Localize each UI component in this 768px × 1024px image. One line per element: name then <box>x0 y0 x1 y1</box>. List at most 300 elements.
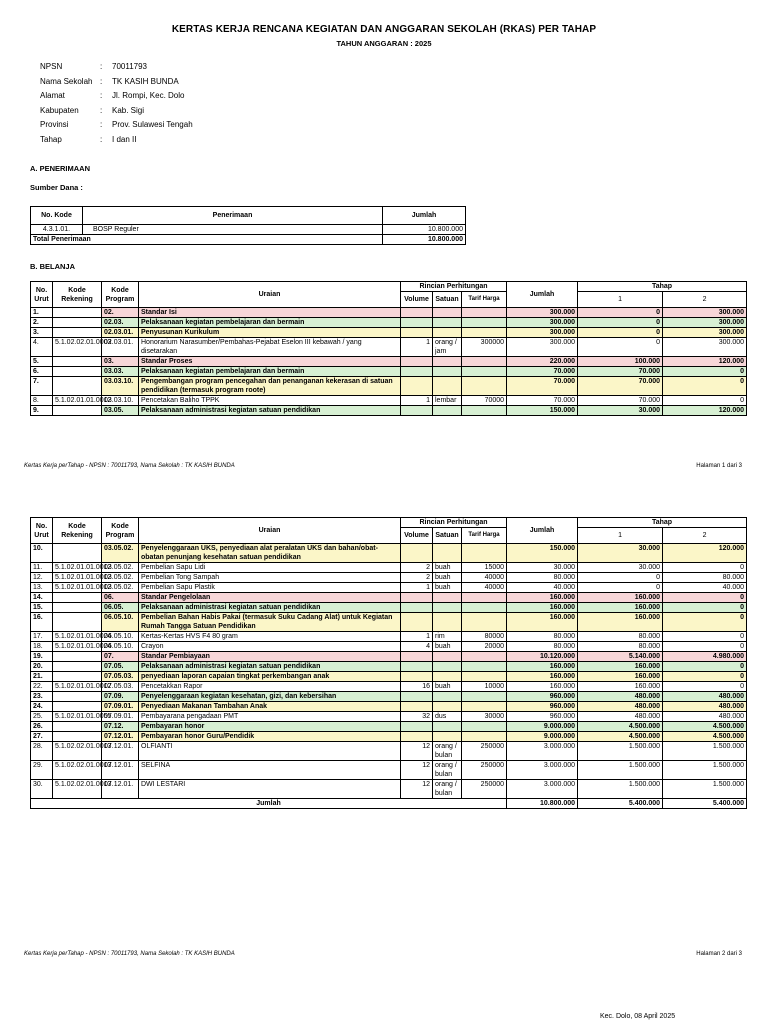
cell-no: 6. <box>31 367 53 377</box>
cell-kode-program: 06.05.10. <box>102 613 139 632</box>
cell-uraian: Crayon <box>139 642 401 652</box>
info-row <box>40 62 193 77</box>
table-row <box>31 642 747 652</box>
cell-kode-program: 06.05.10. <box>102 642 139 652</box>
cell-uraian: Pembayaran honor Guru/Pendidik <box>139 732 401 742</box>
info-separator: : <box>100 91 103 100</box>
cell-kode-rekening <box>53 406 102 416</box>
table-row <box>31 377 747 396</box>
table-row <box>31 544 747 563</box>
cell-kode-program: 02.03.01. <box>102 338 139 357</box>
cell-volume <box>401 308 433 318</box>
cell-kode-program: 03.05.02. <box>102 544 139 563</box>
cell-tarif: 80000 <box>462 632 507 642</box>
cell-satuan <box>433 732 462 742</box>
cell-no: 20. <box>31 662 53 672</box>
cell-tahap-2: 480.000 <box>663 702 747 712</box>
cell-satuan: buah <box>433 682 462 692</box>
cell-volume <box>401 406 433 416</box>
info-row <box>40 106 193 121</box>
header-kode: No. Kode <box>31 207 83 225</box>
cell-volume <box>401 702 433 712</box>
total-jumlah: 10.800.000 <box>507 799 578 809</box>
cell-tarif: 250000 <box>462 742 507 761</box>
cell-no: 8. <box>31 396 53 406</box>
cell-tahap-1: 0 <box>578 308 663 318</box>
cell-tarif <box>462 318 507 328</box>
cell-kode-program: 07.12.01. <box>102 732 139 742</box>
cell-satuan <box>433 613 462 632</box>
cell-tarif <box>462 357 507 367</box>
cell-satuan <box>433 672 462 682</box>
cell-jumlah: 70.000 <box>507 367 578 377</box>
info-separator: : <box>100 76 103 86</box>
cell-tahap-2: 0 <box>663 367 747 377</box>
cell-kode-rekening <box>53 672 102 682</box>
header-tahap-2: 2 <box>663 292 747 308</box>
cell-kode-program: 07.12.01. <box>102 742 139 761</box>
cell-tarif <box>462 593 507 603</box>
cell-no: 18. <box>31 642 53 652</box>
cell-satuan: orang / bulan <box>433 761 462 780</box>
header-satuan: Satuan <box>433 292 462 308</box>
header-tahap: Tahap <box>578 518 747 528</box>
cell-tahap-2: 300.000 <box>663 328 747 338</box>
cell-no: 27. <box>31 732 53 742</box>
header-jumlah: Jumlah <box>383 207 466 225</box>
cell-no: 4. <box>31 338 53 357</box>
cell-no: 13. <box>31 583 53 593</box>
cell-jumlah: 9.000.000 <box>507 732 578 742</box>
cell-tahap-1: 1.500.000 <box>578 780 663 799</box>
cell-volume <box>401 544 433 563</box>
cell-kode-rekening <box>53 722 102 732</box>
cell-jumlah: 300.000 <box>507 318 578 328</box>
table-row <box>31 357 747 367</box>
cell-tahap-2: 0 <box>663 396 747 406</box>
total-tahap-2: 5.400.000 <box>663 799 747 809</box>
cell-no: 24. <box>31 702 53 712</box>
signoff-place-date: Kec. Dolo, 08 April 2025 <box>600 1013 676 1020</box>
cell-tahap-2: 0 <box>663 377 747 396</box>
cell-kode-program: 02.03.01. <box>102 328 139 338</box>
cell-tahap-2: 1.500.000 <box>663 780 747 799</box>
cell-jumlah: 300.000 <box>507 308 578 318</box>
table-row <box>31 732 747 742</box>
cell-tahap-2: 1.500.000 <box>663 761 747 780</box>
cell-kode-program: 06.05.10. <box>102 632 139 642</box>
cell-uraian: Pembayarana pengadaan PMT <box>139 712 401 722</box>
header-tahap: Tahap <box>578 282 747 292</box>
cell-tahap-2: 480.000 <box>663 692 747 702</box>
cell-no: 7. <box>31 377 53 396</box>
cell-kode-rekening: 5.1.02.01.01.0012 <box>53 396 102 406</box>
cell-tahap-1: 160.000 <box>578 603 663 613</box>
cell-volume: 1 <box>401 338 433 357</box>
cell-satuan: buah <box>433 642 462 652</box>
info-separator: : <box>100 105 103 115</box>
cell-jumlah: 40.000 <box>507 583 578 593</box>
total-row <box>31 799 747 809</box>
cell-jumlah: 150.000 <box>507 544 578 563</box>
cell-kode-program: 07.12.01. <box>102 780 139 799</box>
cell-kode-rekening <box>53 367 102 377</box>
cell-tahap-2: 80.000 <box>663 573 747 583</box>
cell-tahap-1: 5.140.000 <box>578 652 663 662</box>
table-row <box>31 396 747 406</box>
cell-volume <box>401 357 433 367</box>
header-jumlah: Jumlah <box>507 282 578 308</box>
cell-satuan: buah <box>433 573 462 583</box>
cell-satuan <box>433 544 462 563</box>
cell-volume: 1 <box>401 583 433 593</box>
table-row <box>31 652 747 662</box>
cell-kode-rekening <box>53 593 102 603</box>
header-kode-program: Kode Program <box>102 282 139 308</box>
cell-uraian: Pembelian Tong Sampah <box>139 573 401 583</box>
penerimaan-heading: A. PENERIMAAN <box>30 164 91 173</box>
header-jumlah: Jumlah <box>507 518 578 544</box>
info-row <box>40 77 193 92</box>
cell-jumlah: 3.000.000 <box>507 742 578 761</box>
cell-no: 28. <box>31 742 53 761</box>
cell-uraian: Pencetakan Baliho TPPK <box>139 396 401 406</box>
cell-no: 15. <box>31 603 53 613</box>
table-row <box>31 406 747 416</box>
cell-tahap-1: 160.000 <box>578 662 663 672</box>
cell-satuan <box>433 722 462 732</box>
cell-kode-program: 07.09. <box>102 692 139 702</box>
cell-tahap-2: 120.000 <box>663 406 747 416</box>
cell-tahap-1: 30.000 <box>578 544 663 563</box>
cell-kode-rekening <box>53 732 102 742</box>
cell-satuan <box>433 662 462 672</box>
cell-uraian: Pembelian Sapu Plastik <box>139 583 401 593</box>
cell-uraian: Pelaksanaan kegiatan pembelajaran dan bermain <box>139 318 401 328</box>
cell-no: 30. <box>31 780 53 799</box>
info-label: Kabupaten <box>40 105 79 115</box>
cell-kode-rekening: 5.1.02.01.01.0055 <box>53 712 102 722</box>
cell-uraian: Standar Proses <box>139 357 401 367</box>
cell-tarif <box>462 406 507 416</box>
cell-tahap-1: 70.000 <box>578 396 663 406</box>
cell-tahap-1: 4.500.000 <box>578 722 663 732</box>
cell-no: 2. <box>31 318 53 328</box>
footer-page1-right: Halaman 1 dari 3 <box>696 463 742 469</box>
cell-tahap-1: 0 <box>578 583 663 593</box>
cell-satuan <box>433 308 462 318</box>
cell-satuan <box>433 377 462 396</box>
cell-jumlah: 160.000 <box>507 613 578 632</box>
table-row <box>31 780 747 799</box>
header-tarif: Tarif Harga <box>462 292 507 308</box>
cell-uraian: SELFINA <box>139 761 401 780</box>
cell-kode-program: 07.09.01. <box>102 712 139 722</box>
cell-tahap-2: 300.000 <box>663 318 747 328</box>
cell-kode-program: 02.03. <box>102 318 139 328</box>
table-row <box>31 662 747 672</box>
cell-kode-program: 03.05.02. <box>102 573 139 583</box>
table-row <box>31 682 747 692</box>
info-value: Kab. Sigi <box>112 105 145 115</box>
table-row <box>31 702 747 712</box>
table-row <box>31 593 747 603</box>
table-row <box>31 722 747 732</box>
cell-tahap-1: 160.000 <box>578 613 663 632</box>
table-row <box>31 563 747 573</box>
cell-no: 23. <box>31 692 53 702</box>
table-row <box>31 692 747 702</box>
cell-volume <box>401 722 433 732</box>
table-row <box>31 573 747 583</box>
cell-uraian: Pelaksanaan administrasi kegiatan satuan pendidikan <box>139 603 401 613</box>
cell-no: 9. <box>31 406 53 416</box>
cell-kode-rekening: 5.1.02.02.01.0013 <box>53 742 102 761</box>
cell-uraian: Pembayaran honor <box>139 722 401 732</box>
cell-jumlah: 300.000 <box>507 328 578 338</box>
cell-kode-program: 03.05. <box>102 406 139 416</box>
cell-satuan: lembar <box>433 396 462 406</box>
table-row <box>31 742 747 761</box>
cell-tahap-1: 480.000 <box>578 692 663 702</box>
cell-volume: 16 <box>401 682 433 692</box>
cell-jumlah: 160.000 <box>507 593 578 603</box>
cell-jumlah: 960.000 <box>507 712 578 722</box>
cell-satuan <box>433 603 462 613</box>
info-label: Alamat <box>40 91 65 100</box>
footer-page1-left: Kertas Kerja perTahap - NPSN : 70011793, Nama Sekolah : TK KASIH BUNDA <box>24 463 235 469</box>
cell-kode-program: 03. <box>102 357 139 367</box>
cell-tahap-1: 480.000 <box>578 702 663 712</box>
cell-uraian: Standar Pembiayaan <box>139 652 401 662</box>
cell-uraian: Standar Isi <box>139 308 401 318</box>
info-separator: : <box>100 62 103 71</box>
cell-tahap-2: 40.000 <box>663 583 747 593</box>
cell-volume <box>401 672 433 682</box>
cell-uraian: Pembelian Bahan Habis Pakai (termasuk Suku Cadang Alat) untuk Kegiatan Rumah Tangga Satuan Pendidikan <box>139 613 401 632</box>
cell-tarif <box>462 722 507 732</box>
cell-tahap-2: 300.000 <box>663 308 747 318</box>
header-satuan: Satuan <box>433 528 462 544</box>
cell-no: 21. <box>31 672 53 682</box>
cell-kode-rekening: 5.1.02.02.01.0013 <box>53 761 102 780</box>
cell-satuan: orang / bulan <box>433 742 462 761</box>
cell-tarif <box>462 672 507 682</box>
info-row <box>40 135 193 150</box>
cell-satuan <box>433 367 462 377</box>
table-row <box>31 583 747 593</box>
cell-tahap-1: 1.500.000 <box>578 761 663 780</box>
cell-satuan <box>433 406 462 416</box>
cell-tarif <box>462 702 507 712</box>
header-uraian: Uraian <box>139 518 401 544</box>
table-row <box>31 318 747 328</box>
cell-kode-rekening <box>53 357 102 367</box>
cell-no: 3. <box>31 328 53 338</box>
cell-tarif: 10000 <box>462 682 507 692</box>
cell-uraian: Penyediaan Makanan Tambahan Anak <box>139 702 401 712</box>
cell-tahap-1: 0 <box>578 318 663 328</box>
header-kode-rekening: Kode Rekening <box>53 282 102 308</box>
cell-kode-program: 07.05.03. <box>102 672 139 682</box>
cell-uraian: Pencetakkan Rapor <box>139 682 401 692</box>
cell-kode-rekening <box>53 544 102 563</box>
school-info <box>40 62 193 149</box>
cell-volume: 12 <box>401 761 433 780</box>
cell-volume <box>401 367 433 377</box>
cell-uraian: Pengembangan program pencegahan dan penanganan kekerasan di satuan pendidikan (termasuk program roote) <box>139 377 401 396</box>
cell-kode-program: 03.05.02. <box>102 563 139 573</box>
cell-kode-program: 07.05.03. <box>102 682 139 692</box>
belanja-heading: B. BELANJA <box>30 262 76 271</box>
cell-tarif <box>462 328 507 338</box>
cell-satuan: rim <box>433 632 462 642</box>
cell-volume <box>401 593 433 603</box>
header-uraian: Uraian <box>139 282 401 308</box>
table-row <box>31 632 747 642</box>
table-row <box>31 308 747 318</box>
cell-volume <box>401 318 433 328</box>
penerimaan-table <box>30 206 466 245</box>
cell-tahap-1: 80.000 <box>578 642 663 652</box>
cell-kode-rekening: 5.1.02.01.01.0024 <box>53 632 102 642</box>
cell-uraian: Penyelenggaraan UKS, penyediaan alat peralatan UKS dan bahan/obat-obatan penunjang kesehatan satuan pendidikan <box>139 544 401 563</box>
header-penerimaan: Penerimaan <box>83 207 383 225</box>
total-tahap-1: 5.400.000 <box>578 799 663 809</box>
info-label: Tahap <box>40 134 62 144</box>
cell-tahap-2: 0 <box>663 563 747 573</box>
cell-uraian: Kertas-Kertas HVS F4 80 gram <box>139 632 401 642</box>
info-value: Jl. Rompi, Kec. Dolo <box>112 91 185 100</box>
cell-tahap-2: 0 <box>663 593 747 603</box>
cell-jumlah: 30.000 <box>507 563 578 573</box>
cell-satuan <box>433 702 462 712</box>
info-label: Nama Sekolah <box>40 76 93 86</box>
info-separator: : <box>100 134 103 144</box>
total-penerimaan-value: 10.800.000 <box>383 235 466 245</box>
cell-jumlah: 10.120.000 <box>507 652 578 662</box>
cell-volume: 2 <box>401 563 433 573</box>
cell-jumlah: 70.000 <box>507 396 578 406</box>
cell-kode-rekening: 5.1.02.01.01.0012 <box>53 563 102 573</box>
cell-tahap-1: 30.000 <box>578 563 663 573</box>
cell-tarif: 300000 <box>462 338 507 357</box>
cell-tarif <box>462 732 507 742</box>
cell-tarif: 250000 <box>462 761 507 780</box>
cell-jumlah: 160.000 <box>507 672 578 682</box>
cell-tahap-2: 4.500.000 <box>663 722 747 732</box>
cell-tarif: 15000 <box>462 563 507 573</box>
cell-no: 10. <box>31 544 53 563</box>
cell-no: 5. <box>31 357 53 367</box>
cell-jumlah: 80.000 <box>507 573 578 583</box>
cell-uraian: OLFIANTI <box>139 742 401 761</box>
cell-tahap-2: 1.500.000 <box>663 742 747 761</box>
header-kode-rekening: Kode Rekening <box>53 518 102 544</box>
cell-tahap-2: 120.000 <box>663 357 747 367</box>
cell-tarif <box>462 692 507 702</box>
penerimaan-kode: 4.3.1.01. <box>31 225 83 235</box>
header-tahap-2: 2 <box>663 528 747 544</box>
table-row <box>31 761 747 780</box>
cell-tahap-1: 160.000 <box>578 682 663 692</box>
cell-no: 12. <box>31 573 53 583</box>
cell-volume: 1 <box>401 632 433 642</box>
cell-kode-rekening <box>53 652 102 662</box>
cell-volume: 12 <box>401 780 433 799</box>
cell-jumlah: 300.000 <box>507 338 578 357</box>
cell-kode-rekening <box>53 308 102 318</box>
cell-volume: 12 <box>401 742 433 761</box>
cell-tahap-1: 160.000 <box>578 593 663 603</box>
cell-uraian: Pelaksanaan administrasi kegiatan satuan pendidikan <box>139 406 401 416</box>
cell-tarif: 20000 <box>462 642 507 652</box>
cell-tarif <box>462 652 507 662</box>
cell-jumlah: 960.000 <box>507 692 578 702</box>
cell-no: 22. <box>31 682 53 692</box>
header-no: No. Urut <box>31 282 53 308</box>
footer-page2-left: Kertas Kerja perTahap - NPSN : 70011793, Nama Sekolah : TK KASIH BUNDA <box>24 951 235 957</box>
cell-tahap-1: 1.500.000 <box>578 742 663 761</box>
cell-jumlah: 80.000 <box>507 642 578 652</box>
header-volume: Volume <box>401 528 433 544</box>
cell-volume: 4 <box>401 642 433 652</box>
cell-tahap-2: 0 <box>663 642 747 652</box>
cell-tahap-2: 120.000 <box>663 544 747 563</box>
cell-no: 17. <box>31 632 53 642</box>
cell-tarif: 40000 <box>462 573 507 583</box>
table-row <box>31 613 747 632</box>
cell-kode-rekening <box>53 662 102 672</box>
cell-tahap-2: 0 <box>663 662 747 672</box>
cell-jumlah: 3.000.000 <box>507 761 578 780</box>
cell-jumlah: 160.000 <box>507 662 578 672</box>
cell-tahap-1: 80.000 <box>578 632 663 642</box>
total-label: Jumlah <box>31 799 507 809</box>
cell-no: 16. <box>31 613 53 632</box>
cell-tahap-2: 300.000 <box>663 338 747 357</box>
info-value: 70011793 <box>112 62 147 71</box>
cell-satuan <box>433 593 462 603</box>
cell-uraian: penyediaan laporan capaian tingkat perkembangan anak <box>139 672 401 682</box>
cell-kode-rekening <box>53 702 102 712</box>
cell-tarif <box>462 613 507 632</box>
cell-kode-program: 03.03.10. <box>102 377 139 396</box>
cell-jumlah: 220.000 <box>507 357 578 367</box>
cell-tahap-2: 480.000 <box>663 712 747 722</box>
cell-kode-rekening: 5.1.02.02.01.0013 <box>53 780 102 799</box>
belanja-table-page1 <box>30 281 747 416</box>
header-rincian: Rincian Perhitungan <box>401 518 507 528</box>
table-row <box>31 712 747 722</box>
cell-jumlah: 80.000 <box>507 632 578 642</box>
cell-volume <box>401 732 433 742</box>
cell-tahap-2: 0 <box>663 613 747 632</box>
cell-kode-program: 07.09.01. <box>102 702 139 712</box>
header-no: No. Urut <box>31 518 53 544</box>
info-label: Provinsi <box>40 120 69 129</box>
cell-tahap-2: 4.980.000 <box>663 652 747 662</box>
info-value: TK KASIH BUNDA <box>112 76 179 86</box>
cell-tarif: 70000 <box>462 396 507 406</box>
cell-volume <box>401 377 433 396</box>
cell-tahap-1: 480.000 <box>578 712 663 722</box>
header-kode-program: Kode Program <box>102 518 139 544</box>
cell-no: 19. <box>31 652 53 662</box>
cell-volume: 2 <box>401 573 433 583</box>
cell-kode-program: 03.03.10. <box>102 396 139 406</box>
cell-tahap-2: 0 <box>663 672 747 682</box>
